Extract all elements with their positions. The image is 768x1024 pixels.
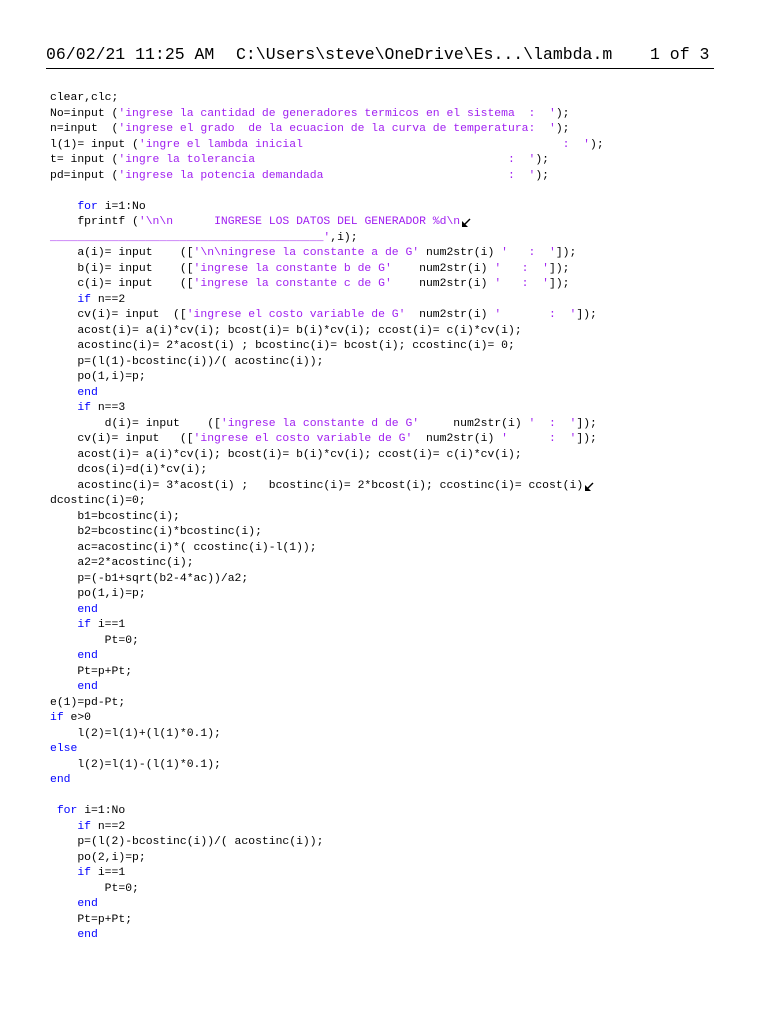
code-line xyxy=(50,339,750,355)
file-path: C:\Users\steve\OneDrive\Es...\lambda.m xyxy=(236,45,613,64)
code-line xyxy=(50,649,750,665)
code-text: n==2 xyxy=(91,820,126,833)
code-text xyxy=(50,867,77,879)
code-line xyxy=(50,727,750,743)
code-keyword: for xyxy=(56,805,78,817)
code-line xyxy=(50,866,750,882)
code-line xyxy=(50,448,750,464)
code-text: num2str(i) xyxy=(391,262,495,275)
code-line xyxy=(50,153,750,169)
code-line xyxy=(50,773,750,789)
code-string: 'ingrese la potencia demandada : ' xyxy=(118,169,536,182)
code-text: ]); xyxy=(549,262,570,275)
code-line xyxy=(50,386,750,402)
page-number: 1 of 3 xyxy=(650,45,710,64)
code-text: ); xyxy=(555,107,570,120)
code-string: ' : ' xyxy=(494,309,577,321)
code-line xyxy=(50,122,750,138)
code-line xyxy=(50,587,750,603)
code-line xyxy=(50,696,750,712)
code-string: 'ingrese la constante b de G' xyxy=(193,262,392,275)
code-text xyxy=(50,681,77,693)
code-text xyxy=(50,387,77,399)
code-line xyxy=(50,324,750,340)
code-string: 'ingrese el grado de la ecuacion de la curva de temperatura: ' xyxy=(118,123,556,135)
continuation-arrow-icon xyxy=(584,482,594,492)
code-line xyxy=(50,355,750,371)
code-line xyxy=(50,184,750,200)
code-string: ' : ' xyxy=(494,278,550,290)
code-text: acost(i)= a(i)*cv(i); bcost(i)= b(i)*cv(i); ccost(i)= c(i)*cv(i); xyxy=(50,324,522,337)
code-text: clear,clc; xyxy=(50,92,119,104)
code-text: acostinc(i)= 3*acost(i) ; bcostinc(i)= 2*bcost(i); ccostinc(i)= ccost(i) xyxy=(50,479,584,492)
code-text: ); xyxy=(535,154,549,166)
code-string: 'ingrese la constante d de G' xyxy=(220,417,420,430)
code-line xyxy=(50,758,750,774)
code-keyword: else xyxy=(50,743,78,755)
code-keyword: if xyxy=(50,712,64,724)
code-line xyxy=(50,541,750,557)
code-line xyxy=(50,231,750,247)
code-text: dcostinc(i)=0; xyxy=(50,495,146,507)
header-rule xyxy=(46,68,714,69)
code-keyword: end xyxy=(77,898,98,910)
code-string: ________________________________________' xyxy=(50,231,331,244)
code-text: p=(l(2)-bcostinc(i))/( acostinc(i)); xyxy=(50,836,324,848)
code-text: pd=input ( xyxy=(50,169,119,182)
print-datetime: 06/02/21 11:25 AM xyxy=(46,45,215,64)
code-line xyxy=(50,107,750,123)
code-text: Pt=0; xyxy=(50,634,139,647)
code-keyword: end xyxy=(77,386,98,399)
code-line xyxy=(50,928,750,944)
code-line xyxy=(50,215,750,231)
code-line xyxy=(50,680,750,696)
code-text: p=(l(1)-bcostinc(i))/( acostinc(i)); xyxy=(50,355,324,368)
code-line xyxy=(50,510,750,526)
code-text: i=1:No xyxy=(97,200,146,213)
code-line xyxy=(50,293,750,309)
code-string: 'ingrese el costo variable de G' xyxy=(193,433,413,445)
code-text: a(i)= input ([ xyxy=(50,247,194,259)
code-line xyxy=(50,851,750,867)
code-string: 'ingre el lambda inicial : ' xyxy=(138,138,591,151)
print-header xyxy=(46,44,714,68)
code-text: i==1 xyxy=(91,867,126,879)
code-text: l(2)=l(1)+(l(1)*0.1); xyxy=(50,727,221,740)
code-line xyxy=(50,711,750,727)
code-text: po(1,i)=p; xyxy=(50,371,146,383)
code-line xyxy=(50,603,750,619)
code-keyword: if xyxy=(77,867,92,879)
code-line xyxy=(50,742,750,758)
code-text: num2str(i) xyxy=(405,309,495,321)
code-line xyxy=(50,665,750,681)
code-text: ]); xyxy=(576,309,597,321)
code-text: acostinc(i)= 2*acost(i) ; bcostinc(i)= bcost(i); ccostinc(i)= 0; xyxy=(50,340,515,352)
code-text: cv(i)= input ([ xyxy=(50,309,187,321)
code-line xyxy=(50,479,750,495)
code-string: 'ingrese el costo variable de G' xyxy=(186,309,406,321)
code-text xyxy=(50,294,77,306)
code-text: ]); xyxy=(576,433,597,445)
code-line xyxy=(50,835,750,851)
code-line xyxy=(50,804,750,820)
code-line xyxy=(50,277,750,293)
code-line xyxy=(50,200,750,216)
code-text xyxy=(50,821,77,833)
code-line xyxy=(50,463,750,479)
code-text: e>0 xyxy=(63,712,92,724)
code-text: i=1:No xyxy=(77,805,126,817)
code-text: a2=2*acostinc(i); xyxy=(50,557,194,569)
code-text: l(2)=l(1)-(l(1)*0.1); xyxy=(50,758,221,771)
code-text: ); xyxy=(535,169,549,182)
code-string: ' : ' xyxy=(494,262,550,275)
code-text: Pt=0; xyxy=(50,882,139,895)
code-keyword: end xyxy=(77,603,98,616)
code-line xyxy=(50,432,750,448)
code-text: num2str(i) xyxy=(412,433,502,445)
code-line xyxy=(50,820,750,836)
code-line xyxy=(50,138,750,154)
code-keyword: for xyxy=(77,200,98,213)
code-keyword: end xyxy=(50,774,71,786)
code-text: ac=acostinc(i)*( ccostinc(i)-l(1)); xyxy=(50,541,317,554)
code-text xyxy=(50,604,77,616)
code-text: i==1 xyxy=(91,619,126,631)
code-line xyxy=(50,913,750,929)
code-keyword: end xyxy=(77,929,98,941)
code-line xyxy=(50,525,750,541)
code-text: t= input ( xyxy=(50,154,119,166)
code-text: ]); xyxy=(576,417,597,430)
code-line xyxy=(50,91,750,107)
code-text: Pt=p+Pt; xyxy=(50,913,133,926)
code-line xyxy=(50,370,750,386)
code-text xyxy=(50,201,77,213)
code-line xyxy=(50,246,750,262)
code-text: d(i)= input ([ xyxy=(50,417,221,430)
code-text: Pt=p+Pt; xyxy=(50,665,133,678)
code-line xyxy=(50,789,750,805)
code-text: ]); xyxy=(555,247,577,259)
code-text: b(i)= input ([ xyxy=(50,262,194,275)
code-text: num2str(i) xyxy=(391,278,495,290)
code-text xyxy=(50,898,77,910)
code-keyword: if xyxy=(77,619,92,631)
code-line xyxy=(50,556,750,572)
code-line xyxy=(50,618,750,634)
code-text: ); xyxy=(590,138,604,151)
code-text: ,i); xyxy=(330,231,358,244)
code-listing xyxy=(50,91,750,944)
code-string: '\n\ningrese la constante a de G' xyxy=(193,247,420,259)
code-text xyxy=(50,619,77,631)
code-text: n==2 xyxy=(91,293,126,306)
code-line xyxy=(50,262,750,278)
code-text: b1=bcostinc(i); xyxy=(50,510,180,523)
code-text: ); xyxy=(555,123,570,135)
code-line xyxy=(50,882,750,898)
code-keyword: if xyxy=(77,402,92,414)
code-string: 'ingrese la cantidad de generadores termicos en el sistema : ' xyxy=(118,107,556,120)
code-string: 'ingrese la constante c de G' xyxy=(193,278,392,290)
code-keyword: if xyxy=(77,820,92,833)
code-text: fprintf ( xyxy=(50,216,139,228)
code-text: num2str(i) xyxy=(419,247,502,259)
code-string: ' : ' xyxy=(528,417,577,430)
code-keyword: end xyxy=(77,681,98,693)
code-string: 'ingre la tolerancia : ' xyxy=(118,154,536,166)
code-text xyxy=(50,402,77,414)
continuation-arrow-icon xyxy=(461,218,471,228)
code-text: ]); xyxy=(549,278,570,290)
code-text: dcos(i)=d(i)*cv(i); xyxy=(50,464,208,476)
code-text: cv(i)= input ([ xyxy=(50,433,194,445)
code-string: ' : ' xyxy=(501,433,577,445)
code-line xyxy=(50,169,750,185)
code-text: po(2,i)=p; xyxy=(50,851,146,864)
code-line xyxy=(50,308,750,324)
code-line xyxy=(50,897,750,913)
code-text: b2=bcostinc(i)*bcostinc(i); xyxy=(50,526,262,538)
code-text: e(1)=pd-Pt; xyxy=(50,696,126,709)
code-text: l(1)= input ( xyxy=(50,138,139,151)
code-text: c(i)= input ([ xyxy=(50,278,194,290)
code-line xyxy=(50,634,750,650)
code-text: n=input ( xyxy=(50,123,119,135)
code-string: '\n\n INGRESE LOS DATOS DEL GENERADOR %d\n xyxy=(138,216,461,228)
code-keyword: end xyxy=(77,650,98,662)
code-line xyxy=(50,494,750,510)
code-string: ' : ' xyxy=(501,247,556,259)
code-line xyxy=(50,417,750,433)
code-line xyxy=(50,572,750,588)
code-text: n==3 xyxy=(91,402,126,414)
code-text: p=(-b1+sqrt(b2-4*ac))/a2; xyxy=(50,572,249,585)
code-text: num2str(i) xyxy=(419,417,529,430)
code-keyword: if xyxy=(77,293,92,306)
code-text xyxy=(50,805,57,817)
code-text xyxy=(50,929,77,941)
code-text xyxy=(50,650,77,662)
code-text: po(1,i)=p; xyxy=(50,588,146,600)
code-text: acost(i)= a(i)*cv(i); bcost(i)= b(i)*cv(i); ccost(i)= c(i)*cv(i); xyxy=(50,448,522,461)
code-text: No=input ( xyxy=(50,107,119,120)
code-line xyxy=(50,401,750,417)
